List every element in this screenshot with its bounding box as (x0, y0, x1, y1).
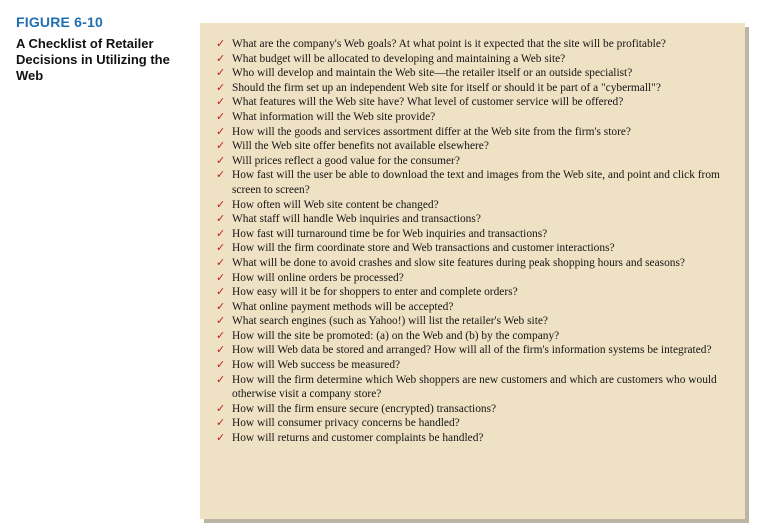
checklist-item-text: How will the firm coordinate store and Web transactions and customer interactions? (232, 242, 615, 255)
checklist-item (216, 52, 726, 67)
checklist-item (216, 314, 726, 329)
checklist-item (216, 139, 726, 154)
checklist-item-text: How will the firm ensure secure (encrypted) transactions? (232, 402, 497, 415)
checkmark-icon: ✓ (216, 109, 226, 123)
checklist-item-text: How will the site be promoted: (a) on the Web and (b) by the company? (232, 329, 560, 342)
checklist-item (216, 198, 726, 213)
checkmark-icon: ✓ (216, 51, 226, 65)
checklist-item (216, 431, 726, 446)
checkmark-icon: ✓ (216, 37, 226, 50)
checklist-item-text: How easy will it be for shoppers to enter and complete orders? (232, 286, 518, 299)
checklist-item-text: What online payment methods will be accepted? (232, 300, 454, 313)
checkmark-icon: ✓ (216, 255, 226, 269)
checkmark-icon: ✓ (216, 226, 226, 240)
checklist-item (216, 95, 726, 110)
checkmark-icon: ✓ (216, 314, 226, 328)
checklist-item-text: How fast will the user be able to download the text and images from the Web site, and point and click from screen to screen? (232, 169, 720, 196)
checklist-item-text: How often will Web site content be changed? (232, 198, 439, 211)
checkmark-icon: ✓ (216, 328, 226, 342)
checkmark-icon: ✓ (216, 197, 226, 211)
checkmark-icon: ✓ (216, 343, 226, 357)
checklist (216, 37, 726, 446)
figure-title: A Checklist of Retailer Decisions in Utilizing the Web (16, 36, 170, 83)
checkmark-icon: ✓ (216, 66, 226, 80)
checklist-item-text: How will returns and customer complaints be handled? (232, 432, 484, 445)
checkmark-icon: ✓ (216, 241, 226, 255)
checkmark-icon: ✓ (216, 212, 226, 226)
figure-label: FIGURE 6-10 (16, 14, 103, 30)
checklist-item-text: How will the firm determine which Web shoppers are new customers and which are customers who would otherwise visit a company store? (232, 373, 717, 401)
checklist-item (216, 402, 726, 417)
checklist-item-text: How will the goods and services assortment differ at the Web site from the firm's store? (232, 125, 631, 138)
checkmark-icon: ✓ (216, 168, 226, 182)
checklist-item-text: How will consumer privacy concerns be handled? (232, 417, 460, 430)
checklist-item-text: What will be done to avoid crashes and slow site features during peak shopping hours and seasons? (232, 256, 685, 269)
checklist-item-text: How will Web success be measured? (232, 359, 401, 372)
checklist-item (216, 154, 726, 169)
checkmark-icon: ✓ (216, 139, 226, 153)
checkmark-icon: ✓ (216, 124, 226, 138)
checklist-item (216, 416, 726, 431)
checklist-item-text: What search engines (such as Yahoo!) will list the retailer's Web site? (232, 315, 548, 328)
checklist-item-text: How will online orders be processed? (232, 271, 404, 284)
checklist-item (216, 358, 726, 373)
checklist-item (216, 81, 726, 96)
checklist-item (216, 66, 726, 81)
checklist-item-text: What features will the Web site have? What level of customer service will be offered? (232, 96, 624, 109)
checklist-item-text: What budget will be allocated to developing and maintaining a Web site? (232, 52, 566, 65)
checklist-item-text: What are the company's Web goals? At what point is it expected that the site will be profitable? (232, 38, 666, 50)
checkmark-icon: ✓ (216, 416, 226, 430)
checkmark-icon: ✓ (216, 401, 226, 415)
checkmark-icon: ✓ (216, 153, 226, 167)
checklist-item-text: What information will the Web site provide? (232, 110, 436, 123)
checklist-item (216, 212, 726, 227)
checklist-item (216, 241, 726, 256)
checklist-item (216, 300, 726, 315)
checklist-item-text: How will Web data be stored and arranged? How will all of the firm's information systems be integrated? (232, 344, 712, 357)
checklist-item (216, 271, 726, 286)
checklist-item (216, 343, 726, 358)
checkmark-icon: ✓ (216, 431, 226, 445)
checklist-item-text: How fast will turnaround time be for Web inquiries and transactions? (232, 227, 548, 240)
checkmark-icon: ✓ (216, 270, 226, 284)
checkmark-icon: ✓ (216, 372, 226, 386)
checklist-item (216, 285, 726, 300)
checkmark-icon: ✓ (216, 299, 226, 313)
checkmark-icon: ✓ (216, 80, 226, 94)
checkmark-icon: ✓ (216, 358, 226, 372)
checklist-item (216, 227, 726, 242)
checkmark-icon: ✓ (216, 95, 226, 109)
checkmark-icon: ✓ (216, 285, 226, 299)
checklist-item (216, 373, 726, 402)
checklist-item-text: Should the firm set up an independent Web site for itself or should it be part of a "cybermall"? (232, 81, 661, 94)
checklist-item (216, 37, 726, 52)
checklist-panel (200, 23, 745, 519)
checklist-item (216, 168, 726, 197)
checklist-item (216, 329, 726, 344)
checklist-item (216, 110, 726, 125)
checklist-item-text: Will the Web site offer benefits not available elsewhere? (232, 140, 489, 153)
checklist-item-text: Who will develop and maintain the Web site—the retailer itself or an outside specialist? (232, 67, 633, 80)
checklist-item-text: What staff will handle Web inquiries and transactions? (232, 213, 481, 226)
checklist-item (216, 125, 726, 140)
checklist-item (216, 256, 726, 271)
checklist-item-text: Will prices reflect a good value for the consumer? (232, 154, 460, 167)
